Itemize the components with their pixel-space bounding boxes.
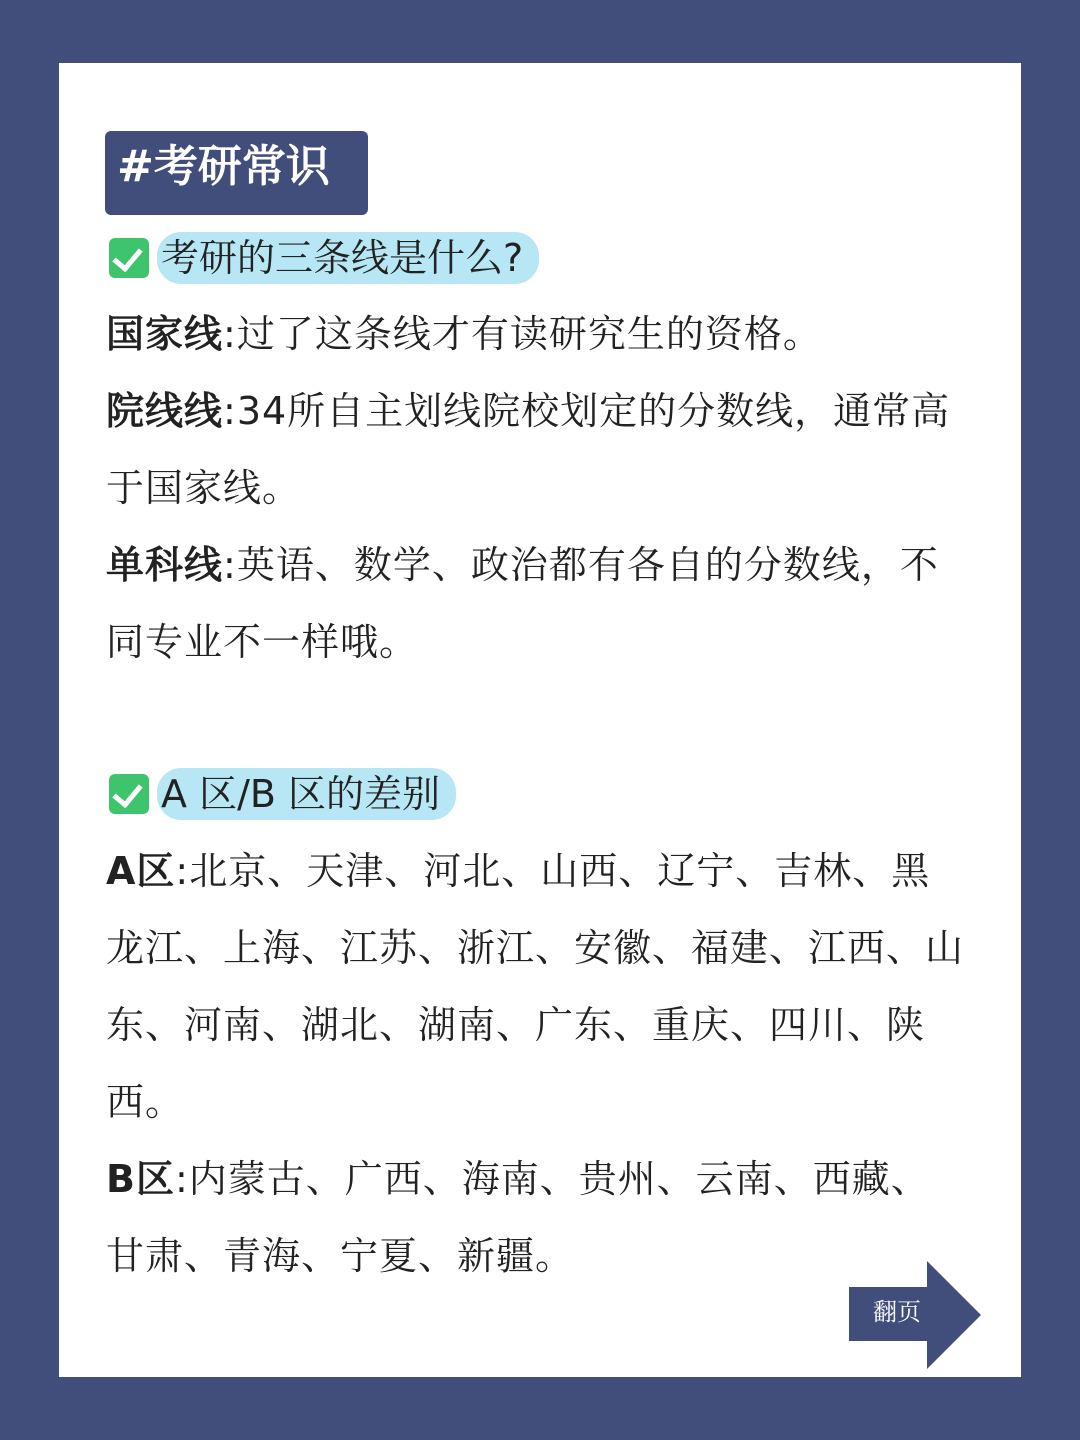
item-separator: : [223, 312, 237, 356]
item-text: 内蒙古、广西、海南、贵州、云南、西藏、甘肃、青海、宁夏、新疆。 [106, 1157, 930, 1278]
item-separator: : [223, 389, 237, 433]
check-mark-icon [109, 774, 149, 814]
item-separator: : [175, 849, 190, 893]
item-label: 院线线 [106, 389, 224, 433]
item-separator: : [174, 1157, 189, 1201]
next-page-label: 翻页 [873, 1298, 921, 1326]
item-text: 北京、天津、河北、山西、辽宁、吉林、黑龙江、上海、江苏、浙江、安徽、福建、江西、山东、河南、湖北、湖南、广东、重庆、四川、陕西。 [106, 849, 965, 1124]
next-page-button[interactable] [849, 1261, 981, 1369]
line-item-national [106, 296, 966, 373]
item-text: 34所自主划线院校划定的分数线，通常高于国家线。 [106, 389, 951, 510]
item-text: 过了这条线才有读研究生的资格。 [236, 312, 822, 356]
arrow-head-icon [927, 1261, 981, 1369]
item-label: B区 [106, 1157, 175, 1201]
topic-tag: #考研常识 [105, 131, 368, 215]
region-item-b [106, 1141, 966, 1295]
item-label: A区 [106, 849, 176, 893]
line-item-school [106, 373, 966, 527]
section-heading-text: 考研的三条线是什么? [157, 232, 539, 284]
region-item-a [106, 833, 966, 1141]
item-text: 英语、数学、政治都有各自的分数线，不同专业不一样哦。 [106, 543, 939, 664]
item-label: 国家线 [106, 312, 224, 356]
line-item-single-subject [106, 527, 966, 681]
check-mark-icon [109, 238, 149, 278]
section-heading-regions [109, 766, 456, 822]
section-heading-text: A 区/B 区的差别 [157, 768, 456, 820]
section-heading-lines [109, 230, 539, 286]
item-label: 单科线 [106, 543, 224, 587]
content-card [59, 63, 1021, 1377]
item-separator: : [223, 543, 237, 587]
